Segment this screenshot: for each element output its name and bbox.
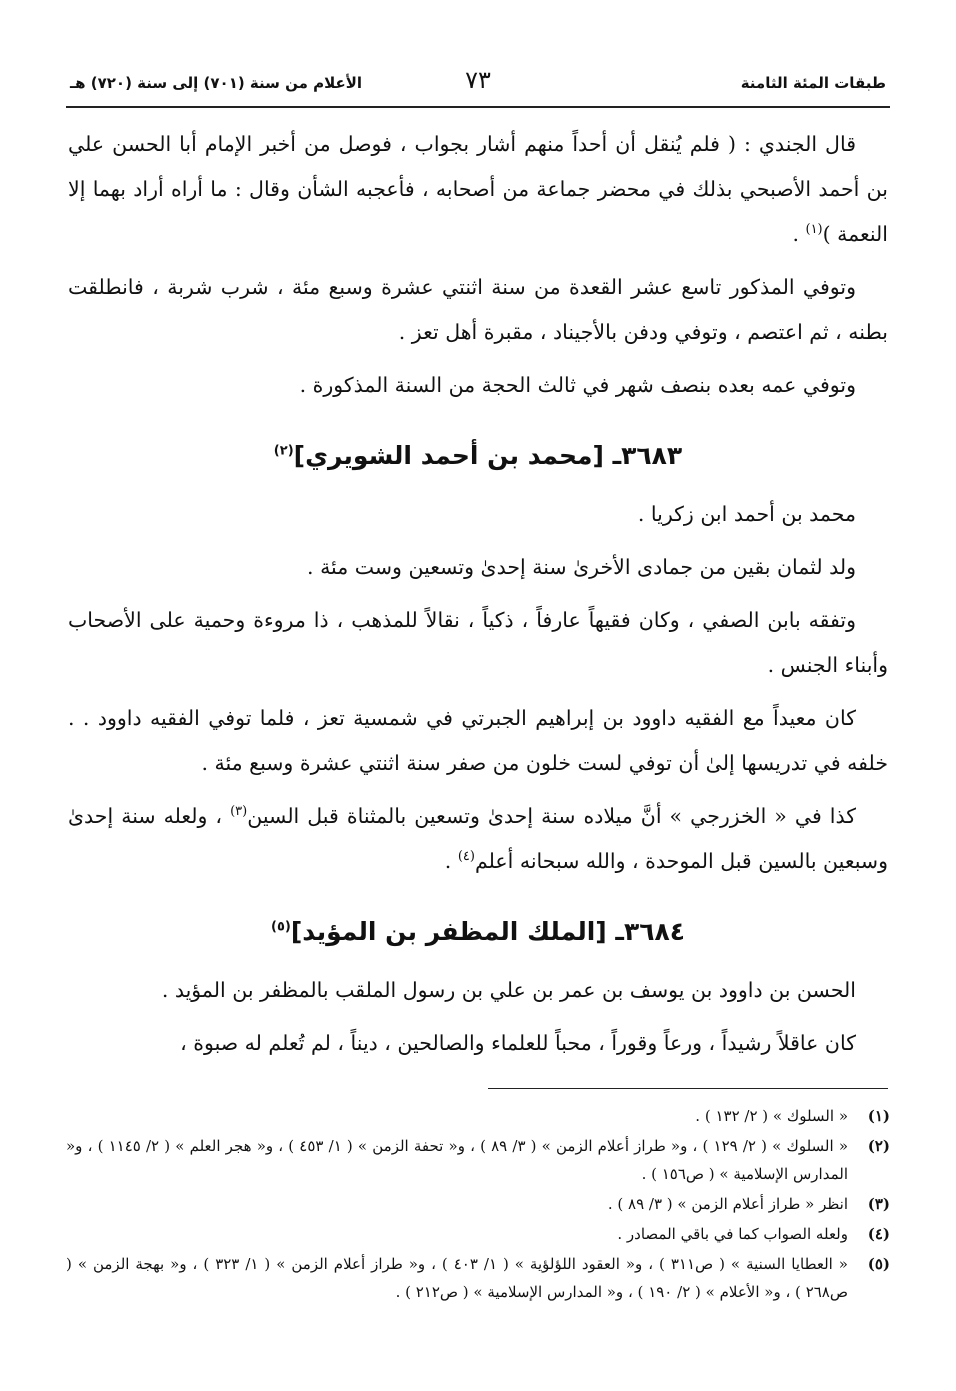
- running-header: [60, 68, 896, 104]
- footnote: [66, 1132, 890, 1188]
- footnote-number: (٢): [867, 1137, 890, 1155]
- paragraph: كذا في « الخزرجي » أنَّ ميلاده سنة إحدىٰ وتسعين بالمثناة قبل السين$^{(٣)}$ ، ولعله سنة إحدىٰ وسبعين بالسين قبل الموحدة ، والله سبحانه أعلم$^{(٤)}$ .: [68, 804, 888, 873]
- footnote-text: « السلوك » ( ٢/ ١٣٢ ) .: [695, 1107, 848, 1125]
- header-section-title: طبقات المئة الثامنة: [740, 74, 886, 92]
- footnote-text: ولعله الصواب كما في باقي المصادر .: [617, 1225, 848, 1243]
- footnote-number: (٥): [867, 1255, 890, 1273]
- footnote-ref: (١): [805, 222, 823, 238]
- paragraph: وتوفي المذكور تاسع عشر القعدة من سنة اثنتي عشرة وسبع مئة ، شرب شربة ، فانطلقت بطنه ، ثم اعتصم ، وتوفي ودفن بالأجيناد ، مقبرة أهل تعز .: [68, 275, 888, 344]
- paragraph: وتوفي عمه بعده بنصف شهر في ثالث الحجة من السنة المذكورة .: [299, 373, 856, 397]
- footnote-number: (٣): [867, 1195, 890, 1213]
- main-text: [68, 122, 888, 1074]
- footnote: [66, 1250, 890, 1306]
- paragraph: ولد لثمان بقين من جمادى الأخرىٰ سنة إحدىٰ وتسعين وست مئة .: [307, 555, 856, 579]
- footnote-number: (٤): [867, 1225, 890, 1243]
- entry-heading-3684: ٣٦٨٤ـ [الملك المظفر بن المؤيد]$^{(٥)}$: [270, 917, 686, 946]
- footnote-text: انظر « طراز أعلام الزمن » ( ٣/ ٨٩ ) .: [607, 1195, 848, 1213]
- header-divider: [66, 106, 890, 108]
- footnote: [66, 1220, 890, 1248]
- paragraph: الحسن بن داوود بن يوسف بن عمر بن علي بن رسول الملقب بالمظفر بن المؤيد .: [161, 978, 856, 1002]
- footnotes: [66, 1102, 890, 1308]
- paragraph: وتفقه بابن الصفي ، وكان فقيهاً عارفاً ، ذكياً ، نقالاً للمذهب ، ذا مروءة وحمية على الأصحاب وأبناء الجنس .: [68, 608, 888, 677]
- footnote-ref: (٤): [457, 849, 475, 865]
- footnote-ref: (٣): [230, 804, 248, 820]
- paragraph: قال الجندي : ( فلم يُنقل أن أحداً منهم أشار بجواب ، فوصل من أخبر الإمام أبا الحسن علي بن أحمد الأصبحي بذلك في محضر جماعة من أصحابه ، فأعجبه الشأن وقال : ما أراه أراد بهما إلا النعمة )$^{(١)}$ .: [68, 132, 888, 246]
- footnote: [66, 1190, 890, 1218]
- paragraph: محمد بن أحمد ابن زكريا .: [637, 502, 856, 526]
- footnote-text: « السلوك » ( ٢/ ١٢٩ ) ، و« طراز أعلام الزمن » ( ٣/ ٨٩ ) ، و« تحفة الزمن » ( ١/ ٤٥٣ ) ، و« هجر العلم » ( ٢/ ١١٤٥ ) ، و« المدارس الإسلامية » ( ص١٥٦ ) .: [66, 1137, 848, 1183]
- entry-heading-3683: ٣٦٨٣ـ [محمد بن أحمد الشويري]$^{(٢)}$: [273, 441, 683, 470]
- page-number: ٧٣: [465, 66, 491, 94]
- footnote: [66, 1102, 890, 1130]
- footnote-number: (١): [867, 1107, 890, 1125]
- footnote-text: « العطايا السنية » ( ص٣١١ ) ، و« العقود اللؤلؤية » ( ١/ ٤٠٣ ) ، و« طراز أعلام الزمن » ( ١/ ٣٢٣ ) ، و« بهجة الزمن » ( ص٢٦٨ ) ، و« الأعلام » ( ٢/ ١٩٠ ) ، و« المدارس الإسلامية » ( ص٢١٢ ) .: [66, 1255, 848, 1301]
- footnote-ref: (٥): [270, 919, 291, 935]
- paragraph: كان معيداً مع الفقيه داوود بن إبراهيم الجبرتي في شمسية تعز ، فلما توفي الفقيه داوود . . خلفه في تدريسها إلىٰ أن توفي لست خلون من صفر سنة اثنتي عشرة وسبع مئة .: [68, 706, 888, 775]
- footnote-divider: [488, 1088, 888, 1089]
- footnote-ref: (٢): [273, 443, 294, 459]
- paragraph: كان عاقلاً رشيداً ، ورعاً وقوراً ، محباً للعلماء والصالحين ، ديناً ، لم تُعلم له صبوة ،: [180, 1031, 856, 1055]
- header-date-range: الأعلام من سنة (٧٠١) إلى سنة (٧٢٠) هـ: [70, 74, 363, 92]
